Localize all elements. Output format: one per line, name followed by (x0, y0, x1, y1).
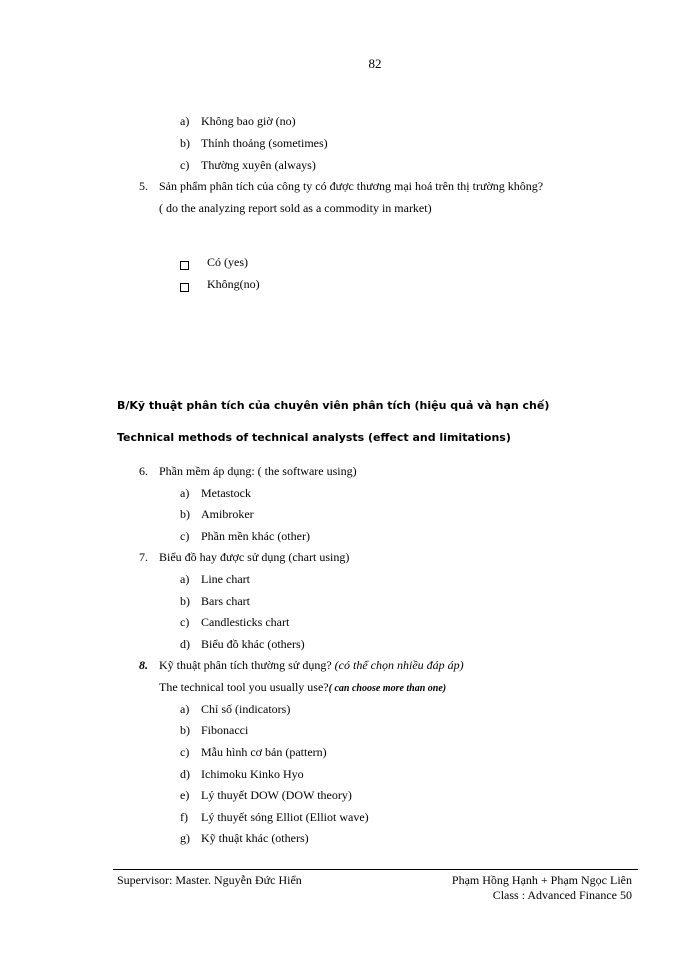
option-label: a) (180, 702, 190, 716)
option-label: c) (180, 158, 190, 172)
option-label: b) (180, 594, 190, 608)
option-label: b) (180, 136, 190, 150)
option-text: Fibonacci (201, 723, 249, 737)
option-text: Candlesticks chart (201, 615, 290, 629)
question-line (159, 658, 464, 672)
footer-supervisor: Supervisor: Master. Nguyễn Đức Hiển (117, 873, 302, 887)
option-label: b) (180, 723, 190, 737)
option-text: Không bao giờ (no) (201, 114, 296, 128)
footer-class: Class : Advanced Finance 50 (492, 888, 632, 902)
option-text: Amibroker (201, 507, 254, 521)
option-text: Mẫu hình cơ bản (pattern) (201, 745, 327, 759)
option-label: b) (180, 507, 190, 521)
option-text: Bars chart (201, 594, 250, 608)
option-text: Ichimoku Kinko Hyo (201, 767, 304, 781)
option-label: f) (180, 810, 188, 824)
option-label: d) (180, 637, 190, 651)
question-number: 6. (139, 464, 148, 478)
question-english: The technical tool you usually use? (159, 680, 329, 694)
option-label: g) (180, 831, 190, 845)
option-label: a) (180, 572, 190, 586)
option-label: e) (180, 788, 190, 802)
question-text: Phần mềm áp dụng: ( the software using) (159, 464, 357, 478)
option-label: a) (180, 486, 190, 500)
list-item (180, 114, 189, 128)
checkbox[interactable] (180, 281, 189, 295)
option-text: Biểu đồ khác (others) (201, 637, 305, 651)
option-text: Chỉ số (indicators) (201, 702, 291, 716)
option-label: c) (180, 745, 190, 759)
option-label: a) (180, 114, 190, 128)
footer-authors: Phạm Hồng Hạnh + Phạm Ngọc Liên (451, 873, 632, 887)
question-number: 7. (139, 550, 148, 564)
option-text: Lý thuyết DOW (DOW theory) (201, 788, 352, 802)
option-label: c) (180, 615, 190, 629)
question-note: (có thể chọn nhiều đáp áp) (334, 658, 464, 672)
option-text: Lý thuyết sóng Elliot (Elliot wave) (201, 810, 369, 824)
question-text: Sản phẩm phân tích của công ty có được thương mại hoá trên thị trường không? (159, 179, 544, 193)
option-text: Metastock (201, 486, 251, 500)
section-title: B/Kỹ thuật phân tích của chuyên viên phân tích (hiệu quả và hạn chế) (117, 399, 550, 412)
option-text: Phần mền khác (other) (201, 529, 310, 543)
option-text: Không(no) (207, 277, 260, 291)
question-text: Kỹ thuật phân tích thường sử dụng? (159, 658, 332, 672)
section-subtitle: Technical methods of technical analysts (effect and limitations) (117, 431, 511, 444)
question-text: Biểu đồ hay được sử dụng (chart using) (159, 550, 350, 564)
option-text: Thường xuyên (always) (201, 158, 316, 172)
option-label: d) (180, 767, 190, 781)
question-number: 8. (139, 658, 148, 672)
option-text: Có (yes) (207, 255, 248, 269)
option-text: Kỹ thuật khác (others) (201, 831, 309, 845)
question-english: ( do the analyzing report sold as a commodity in market) (159, 201, 432, 215)
option-text: Thỉnh thoảng (sometimes) (201, 136, 328, 150)
question-note-english: ( can choose more than one) (328, 683, 447, 694)
question-number: 5. (139, 179, 148, 193)
option-text: Line chart (201, 572, 250, 586)
option-label: c) (180, 529, 190, 543)
page-number: 82 (368, 56, 382, 71)
question-english-line (159, 680, 446, 696)
checkbox[interactable] (180, 259, 189, 273)
footer-divider (113, 869, 638, 870)
